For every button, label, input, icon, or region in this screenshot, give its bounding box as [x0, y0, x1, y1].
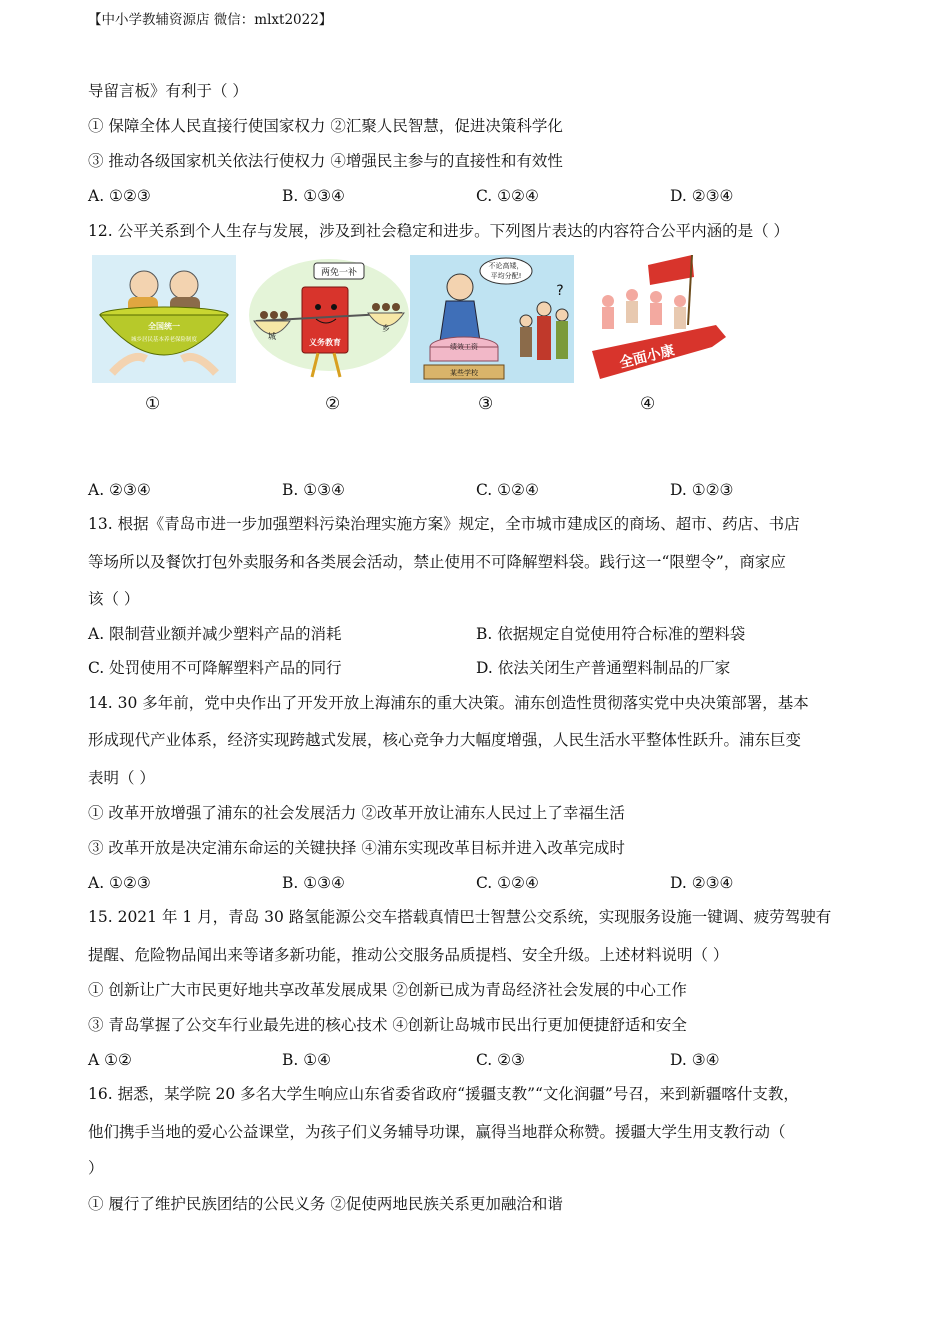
q13-stem-1: 13. 根据《青岛市进一步加强塑料污染治理实施方案》规定，全市城市建成区的商场、超市、药店、书店 — [88, 515, 800, 533]
page-header: 【中小学教辅资源店 微信：mlxt2022】 — [88, 12, 333, 28]
q12-caption-1: ① — [145, 394, 161, 414]
q13-option-c[interactable]: C. 处罚使用不可降解塑料产品的同行 — [88, 659, 342, 677]
q11-statements-2: ③ 推动各级国家机关依法行使权力 ④增强民主参与的直接性和有效性 — [88, 152, 563, 170]
q11-statements-1: ① 保障全体人民直接行使国家权力 ②汇聚人民智慧，促进决策科学化 — [88, 117, 563, 135]
q13-option-d[interactable]: D. 依法关闭生产普通塑料制品的厂家 — [476, 659, 731, 677]
q12-image-1 — [92, 255, 236, 383]
q12-stem: 12. 公平关系到个人生存与发展，涉及到社会稳定和进步。下列图片表达的内容符合公平内涵的是（ ） — [88, 222, 790, 240]
img3-bubble-1: 不论高矮， — [488, 262, 524, 270]
q15-option-a[interactable]: A ①② — [88, 1051, 132, 1069]
q12-caption-2: ② — [325, 394, 341, 414]
q11-options — [88, 189, 868, 207]
q14-statements-1: ① 改革开放增强了浦东的社会发展活力 ②改革开放让浦东人民过上了幸福生活 — [88, 804, 625, 822]
img3-bubble-2: 平均分配! — [490, 272, 522, 280]
img1-text-1: 全国统一 — [148, 322, 180, 331]
svg-text:?: ? — [556, 283, 564, 299]
q12-image-3 — [410, 255, 574, 383]
q14-option-c[interactable]: C. ①②④ — [476, 874, 539, 892]
q14-option-a[interactable]: A. ①②③ — [88, 874, 151, 892]
q13-stem-3: 该（ ） — [88, 590, 140, 608]
img1-text-2: 城乡居民基本养老保险制度 — [130, 337, 198, 343]
q14-stem-2: 形成现代产业体系，经济实现跨越式发展，核心竞争力大幅度增强，人民生活水平整体性跃升。浦东巨变 — [88, 731, 802, 749]
q13-options-row1 — [88, 627, 868, 645]
img2-book-text: 义务教育 — [309, 338, 341, 347]
q15-statements-2: ③ 青岛掌握了公交车行业最先进的核心技术 ④创新让岛城市民出行更加便捷舒适和安全 — [88, 1016, 687, 1034]
img2-top-text: 两免一补 — [320, 268, 358, 278]
q15-options — [88, 1053, 868, 1071]
q16-statements-1: ① 履行了维护民族团结的公民义务 ②促使两地民族关系更加融洽和谐 — [88, 1195, 563, 1213]
q15-stem-1: 15. 2021 年 1 月，青岛 30 路氢能源公交车搭载真情巴士智慧公交系统，实现服务设施一键调、疲劳驾驶有 — [88, 908, 832, 926]
q14-stem-3: 表明（ ） — [88, 769, 155, 787]
q12-option-a[interactable]: A. ②③④ — [88, 481, 151, 499]
q12-image-2 — [248, 255, 410, 383]
q11-stem-tail: 导留言板》有利于（ ） — [88, 82, 248, 100]
q15-option-b[interactable]: B. ①④ — [282, 1051, 332, 1069]
q16-stem-1: 16. 据悉，某学院 20 多名大学生响应山东省委省政府“援疆支教”“文化润疆”号召，来到新疆喀什支教， — [88, 1085, 799, 1103]
q12-option-c[interactable]: C. ①②④ — [476, 481, 539, 499]
img2-left-text: 城 — [268, 332, 276, 341]
q12-caption-4: ④ — [640, 394, 656, 414]
q12-option-b[interactable]: B. ①③④ — [282, 481, 345, 499]
q14-stem-1: 14. 30 多年前，党中央作出了开发开放上海浦东的重大决策。浦东创造性贯彻落实党中央决策部署，基本 — [88, 694, 809, 712]
q14-statements-2: ③ 改革开放是决定浦东命运的关键抉择 ④浦东实现改革目标并进入改革完成时 — [88, 839, 625, 857]
q11-option-a[interactable]: A. ①②③ — [88, 187, 151, 205]
q15-option-c[interactable]: C. ②③ — [476, 1051, 525, 1069]
q15-statements-1: ① 创新让广大市民更好地共享改革发展成果 ②创新已成为青岛经济社会发展的中心工作 — [88, 981, 687, 999]
q12-caption-3: ③ — [478, 394, 494, 414]
img3-cake-text: 绩效工资 — [450, 343, 478, 351]
q14-option-d[interactable]: D. ②③④ — [670, 874, 734, 892]
q16-stem-2: 他们携手当地的爱心公益课堂，为孩子们义务辅导功课，赢得当地群众称赞。援疆大学生用支教行动（ — [88, 1123, 786, 1141]
img2-right-text: 乡 — [382, 324, 390, 333]
q15-stem-2: 提醒、危险物品闻出来等诸多新功能，推动公交服务品质提档、安全升级。上述材料说明（ ） — [88, 946, 729, 964]
q12-options — [88, 483, 868, 501]
q12-image-4 — [588, 255, 728, 385]
img4-banner-text: 全面小康 — [617, 342, 677, 372]
q14-option-b[interactable]: B. ①③④ — [282, 874, 345, 892]
q11-option-d[interactable]: D. ②③④ — [670, 187, 734, 205]
q13-option-b[interactable]: B. 依据规定自觉使用符合标准的塑料袋 — [476, 625, 746, 643]
q13-stem-2: 等场所以及餐饮打包外卖服务和各类展会活动，禁止使用不可降解塑料袋。践行这一“限塑令”，商家应 — [88, 553, 786, 571]
q11-option-c[interactable]: C. ①②④ — [476, 187, 539, 205]
img3-base-text: 某些学校 — [450, 369, 478, 377]
q12-option-d[interactable]: D. ①②③ — [670, 481, 734, 499]
q16-stem-3: ） — [88, 1159, 104, 1177]
q14-options — [88, 876, 868, 894]
q11-option-b[interactable]: B. ①③④ — [282, 187, 345, 205]
q15-option-d[interactable]: D. ③④ — [670, 1051, 720, 1069]
q13-options-row2 — [88, 661, 868, 679]
q13-option-a[interactable]: A. 限制营业额并减少塑料产品的消耗 — [88, 625, 342, 643]
